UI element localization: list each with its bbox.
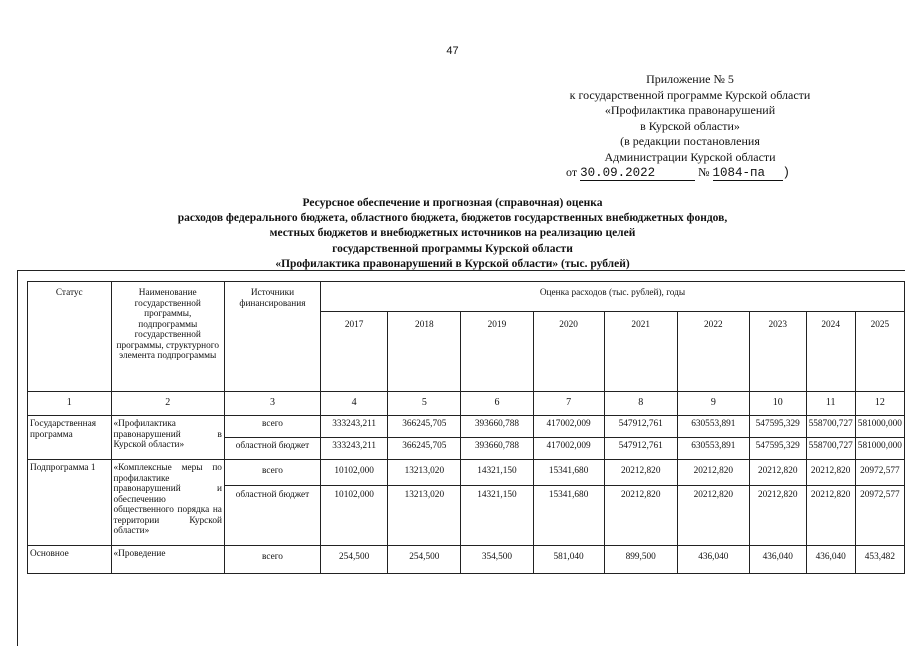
source-cell: всего bbox=[224, 416, 320, 438]
column-number: 1 bbox=[28, 392, 112, 416]
status-cell: Государственная программа bbox=[28, 416, 112, 460]
table-row bbox=[28, 546, 905, 574]
value-cell: 366245,705 bbox=[388, 416, 461, 438]
value-cell: 558700,727 bbox=[806, 416, 855, 438]
table-row bbox=[28, 460, 905, 486]
value-cell: 14321,150 bbox=[461, 460, 533, 486]
column-number: 11 bbox=[806, 392, 855, 416]
value-cell: 20972,577 bbox=[855, 460, 904, 486]
title-line: расходов федерального бюджета, областного бюджета, бюджетов государственных внебюджетных фондов, bbox=[177, 212, 728, 225]
column-number: 8 bbox=[604, 392, 677, 416]
value-cell: 417002,009 bbox=[533, 416, 604, 438]
value-cell: 20212,820 bbox=[749, 460, 806, 486]
header-year: 2020 bbox=[533, 312, 604, 392]
value-cell: 20972,577 bbox=[855, 486, 904, 546]
value-cell: 20212,820 bbox=[604, 460, 677, 486]
header-year: 2022 bbox=[677, 312, 749, 392]
appendix-line: к государственной программе Курской области bbox=[569, 87, 811, 102]
value-cell: 547595,329 bbox=[749, 438, 806, 460]
header-year: 2021 bbox=[604, 312, 677, 392]
source-cell: областной бюджет bbox=[224, 438, 320, 460]
column-number: 5 bbox=[388, 392, 461, 416]
value-cell: 547912,761 bbox=[604, 416, 677, 438]
number-prefix: № bbox=[698, 165, 710, 179]
header-source: Источники финансирования bbox=[224, 282, 320, 392]
appendix-line: Администрации Курской области bbox=[604, 149, 776, 164]
header-year: 2017 bbox=[321, 312, 388, 392]
header-estimate: Оценка расходов (тыс. рублей), годы bbox=[321, 282, 905, 312]
value-cell: 354,500 bbox=[461, 546, 533, 574]
header-year: 2023 bbox=[749, 312, 806, 392]
status-cell: Основное bbox=[28, 546, 112, 574]
value-cell: 581000,000 bbox=[855, 416, 904, 438]
value-cell: 417002,009 bbox=[533, 438, 604, 460]
value-cell: 630553,891 bbox=[677, 416, 749, 438]
value-cell: 20212,820 bbox=[749, 486, 806, 546]
value-cell: 20212,820 bbox=[806, 460, 855, 486]
value-cell: 547912,761 bbox=[604, 438, 677, 460]
header-name: Наименование государственной программы, подпрограммы государственной программы, структурного элемента подпрограммы bbox=[111, 282, 224, 392]
appendix-line: Приложение № 5 bbox=[646, 72, 734, 86]
title-line: «Профилактика правонарушений в Курской области» (тыс. рублей) bbox=[275, 257, 630, 270]
value-cell: 20212,820 bbox=[677, 486, 749, 546]
title-line: местных бюджетов и внебюджетных источников на реализацию целей bbox=[269, 227, 636, 240]
value-cell: 558700,727 bbox=[806, 438, 855, 460]
value-cell: 581000,000 bbox=[855, 438, 904, 460]
closing-paren: ) bbox=[782, 166, 791, 180]
value-cell: 581,040 bbox=[533, 546, 604, 574]
value-cell: 20212,820 bbox=[806, 486, 855, 546]
source-cell: всего bbox=[224, 546, 320, 574]
page-number: 47 bbox=[446, 45, 459, 57]
column-number: 9 bbox=[677, 392, 749, 416]
decree-date: 30.09.2022 bbox=[580, 167, 695, 181]
header-year: 2024 bbox=[806, 312, 855, 392]
value-cell: 13213,020 bbox=[388, 460, 461, 486]
value-cell: 366245,705 bbox=[388, 438, 461, 460]
value-cell: 10102,000 bbox=[321, 486, 388, 546]
status-cell: Подпрограмма 1 bbox=[28, 460, 112, 546]
appendix-line: (в редакции постановления bbox=[620, 134, 760, 148]
column-number: 7 bbox=[533, 392, 604, 416]
appendix-block bbox=[520, 72, 860, 181]
name-cell: «Профилактика правонарушений в Курской области» bbox=[111, 416, 224, 460]
source-cell: областной бюджет bbox=[224, 486, 320, 546]
value-cell: 393660,788 bbox=[461, 416, 533, 438]
column-number: 10 bbox=[749, 392, 806, 416]
value-cell: 15341,680 bbox=[533, 460, 604, 486]
value-cell: 254,500 bbox=[388, 546, 461, 574]
value-cell: 393660,788 bbox=[461, 438, 533, 460]
appendix-line: в Курской области» bbox=[640, 118, 740, 133]
value-cell: 254,500 bbox=[321, 546, 388, 574]
value-cell: 10102,000 bbox=[321, 460, 388, 486]
value-cell: 899,500 bbox=[604, 546, 677, 574]
decree-date-line bbox=[520, 165, 860, 181]
header-year: 2025 bbox=[855, 312, 904, 392]
header-year: 2018 bbox=[388, 312, 461, 392]
column-number: 4 bbox=[321, 392, 388, 416]
value-cell: 333243,211 bbox=[321, 438, 388, 460]
name-cell: «Комплексные меры по профилактике правонарушений и обеспечению общественного порядка на территории Курской области» bbox=[111, 460, 224, 546]
title-line: государственной программы Курской области bbox=[332, 242, 573, 255]
value-cell: 15341,680 bbox=[533, 486, 604, 546]
column-number: 2 bbox=[111, 392, 224, 416]
value-cell: 630553,891 bbox=[677, 438, 749, 460]
value-cell: 14321,150 bbox=[461, 486, 533, 546]
value-cell: 547595,329 bbox=[749, 416, 806, 438]
column-number: 6 bbox=[461, 392, 533, 416]
resource-table bbox=[27, 281, 905, 574]
name-cell: «Проведение bbox=[111, 546, 224, 574]
value-cell: 13213,020 bbox=[388, 486, 461, 546]
document-title bbox=[80, 196, 825, 272]
table-row bbox=[28, 416, 905, 438]
value-cell: 20212,820 bbox=[604, 486, 677, 546]
appendix-line: «Профилактика правонарушений bbox=[604, 103, 776, 117]
column-number: 3 bbox=[224, 392, 320, 416]
date-prefix: от bbox=[566, 165, 578, 179]
value-cell: 436,040 bbox=[749, 546, 806, 574]
column-number: 12 bbox=[855, 392, 904, 416]
value-cell: 436,040 bbox=[677, 546, 749, 574]
source-cell: всего bbox=[224, 460, 320, 486]
value-cell: 453,482 bbox=[855, 546, 904, 574]
value-cell: 20212,820 bbox=[677, 460, 749, 486]
value-cell: 333243,211 bbox=[321, 416, 388, 438]
header-year: 2019 bbox=[461, 312, 533, 392]
title-line: Ресурсное обеспечение и прогнозная (справочная) оценка bbox=[302, 197, 603, 209]
value-cell: 436,040 bbox=[806, 546, 855, 574]
decree-number: 1084-па bbox=[713, 167, 783, 181]
header-status: Статус bbox=[28, 282, 112, 392]
